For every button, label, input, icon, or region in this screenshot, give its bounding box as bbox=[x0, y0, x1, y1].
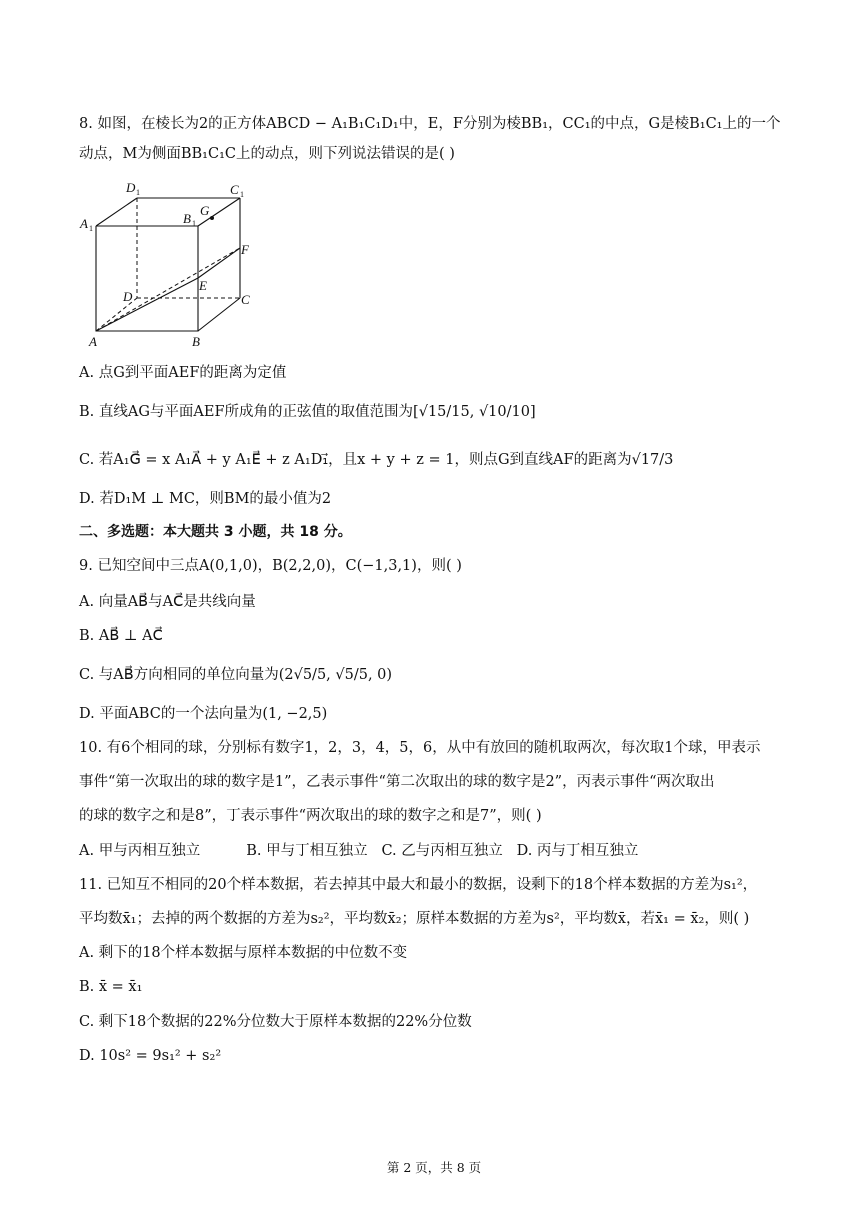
label-d1: D bbox=[126, 180, 136, 195]
label-a1-sub: 1 bbox=[89, 224, 93, 233]
q9-option-a: A. 向量AB⃗与AC⃗是共线向量 bbox=[79, 594, 256, 610]
q11-option-c: C. 剩下18个数据的22%分位数大于原样本数据的22%分位数 bbox=[79, 1014, 472, 1030]
label-a1: A bbox=[80, 216, 88, 231]
q11-line1: 11. 已知互不相同的20个样本数据，若去掉其中最大和最小的数据，设剩下的18个样本数据的方差为s₁²， bbox=[79, 877, 758, 893]
q11-option-b: B. x̄ = x̄₁ bbox=[79, 979, 143, 995]
q9-option-d: D. 平面ABC的一个法向量为(1, −2,5) bbox=[79, 706, 328, 722]
label-d1-sub: 1 bbox=[136, 188, 140, 197]
q10-line1: 10. 有6个相同的球，分别标有数字1，2，3，4，5，6，从中有放回的随机取两次，每次取1个球，甲表示 bbox=[79, 740, 761, 756]
q8-option-c: C. 若A₁G⃗ = x A₁A⃗ + y A₁E⃗ + z A₁D₁⃗，且x + y + z = 1，则点G到直线AF的距离为√17/3 bbox=[79, 452, 674, 468]
edge-bc bbox=[198, 298, 240, 331]
label-c1: C bbox=[230, 182, 239, 197]
section-heading: 二、多选题：本大题共 3 小题，共 18 分。 bbox=[79, 524, 352, 540]
q8-option-b: B. 直线AG与平面AEF所成角的正弦值的取值范围为[√15/15, √10/10] bbox=[79, 404, 536, 420]
segment-ef bbox=[198, 248, 240, 278]
label-c: C bbox=[241, 292, 250, 307]
q9-option-c: C. 与AB⃗方向相同的单位向量为(2√5/5, √5/5, 0) bbox=[79, 667, 393, 683]
q10-options: A. 甲与丙相互独立 B. 甲与丁相互独立 C. 乙与丙相互独立 D. 丙与丁相互独立 bbox=[79, 843, 639, 859]
q10-line3: 的球的数字之和是8”，丁表示事件“两次取出的球的数字之和是7”，则( ) bbox=[79, 808, 542, 824]
segment-af-hidden bbox=[96, 248, 240, 331]
label-b: B bbox=[192, 334, 200, 349]
q9-stem: 9. 已知空间中三点A(0,1,0)，B(2,2,0)，C(−1,3,1)，则( ) bbox=[79, 558, 462, 574]
q11-option-d: D. 10s² = 9s₁² + s₂² bbox=[79, 1048, 222, 1064]
label-b1-sub: 1 bbox=[192, 219, 196, 228]
q10-line2: 事件“第一次取出的球的数字是1”，乙表示事件“第二次取出的球的数字是2”，丙表示事件“两次取出 bbox=[79, 774, 715, 790]
q8-option-a: A. 点G到平面AEF的距离为定值 bbox=[79, 365, 287, 381]
q9-option-b: B. AB⃗ ⊥ AC⃗ bbox=[79, 628, 163, 644]
q11-line2: 平均数x̄₁；去掉的两个数据的方差为s₂²，平均数x̄₂；原样本数据的方差为s²，平均数x̄，若x̄₁ = x̄₂，则( ) bbox=[79, 911, 750, 927]
edge-a1d1 bbox=[96, 198, 137, 226]
label-f: F bbox=[241, 242, 249, 257]
label-c1-sub: 1 bbox=[240, 190, 244, 199]
label-d: D bbox=[123, 289, 133, 304]
page-footer: 第 2 页，共 8 页 bbox=[386, 1160, 482, 1175]
label-b1: B bbox=[183, 211, 191, 226]
cube-front-face bbox=[96, 226, 198, 331]
cube-figure bbox=[74, 178, 264, 350]
point-g bbox=[210, 216, 214, 220]
segment-ae bbox=[96, 278, 198, 331]
label-a: A bbox=[89, 334, 97, 349]
q8-option-d: D. 若D₁M ⊥ MC，则BM的最小值为2 bbox=[79, 491, 332, 507]
q8-stem-line1: 8. 如图，在棱长为2的正方体ABCD − A₁B₁C₁D₁中，E，F分别为棱BB₁，CC₁的中点，G是棱B₁C₁上的一个 bbox=[79, 116, 781, 132]
label-e: E bbox=[199, 278, 207, 293]
q11-option-a: A. 剩下的18个样本数据与原样本数据的中位数不变 bbox=[79, 945, 408, 961]
q8-stem-line2: 动点，M为侧面BB₁C₁C上的动点，则下列说法错误的是( ) bbox=[79, 146, 455, 162]
label-g: G bbox=[200, 203, 210, 218]
